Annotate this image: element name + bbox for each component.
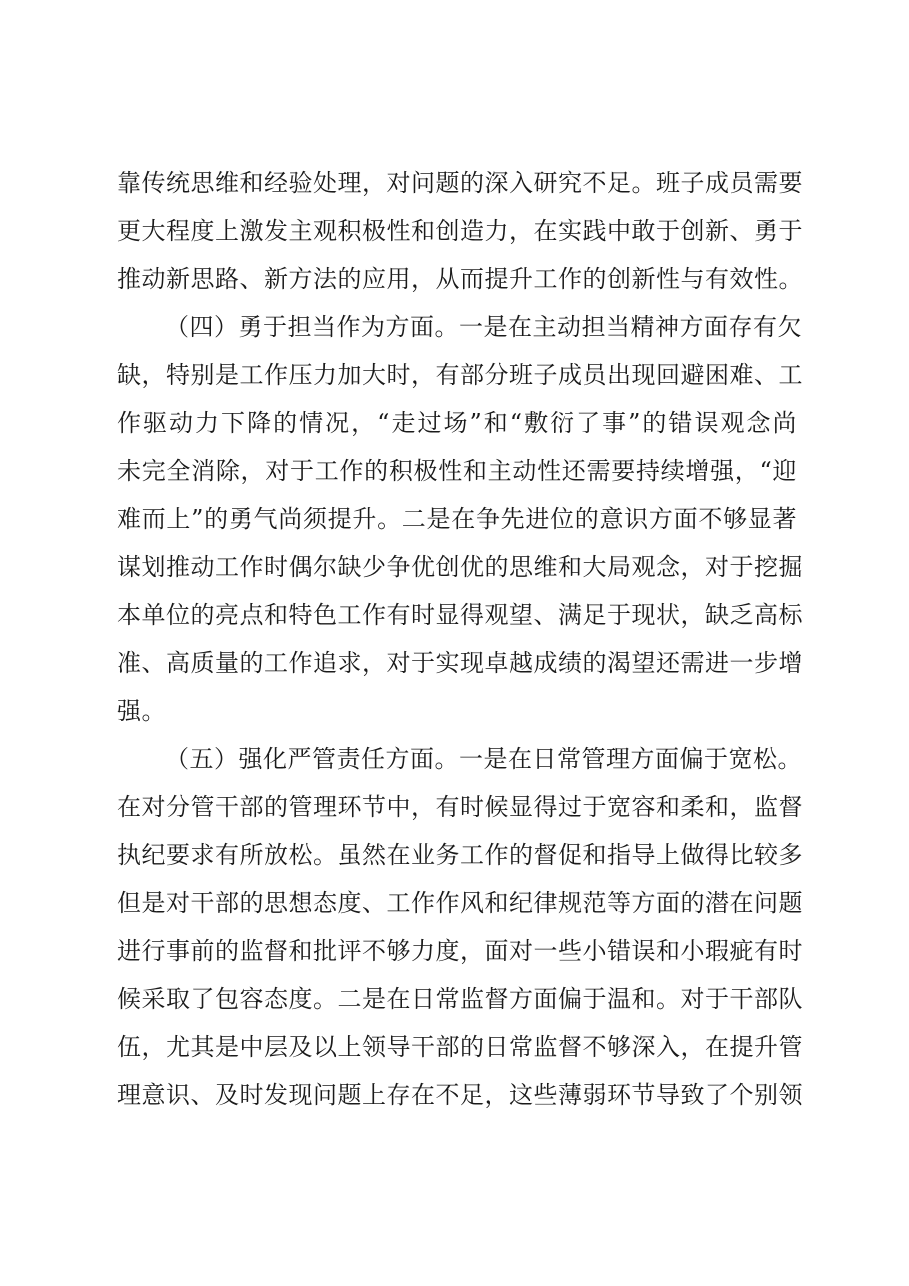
text-line: 伍，尤其是中层及以上领导干部的日常监督不够深入，在提升管	[117, 1033, 803, 1061]
text-line: 难而上”的勇气尚须提升。二是在争先进位的意识方面不够显著	[117, 505, 797, 533]
text-line: 本单位的亮点和特色工作有时显得观望、满足于现状，缺乏高标	[117, 601, 803, 629]
text-line: 在对分管干部的管理环节中，有时候显得过于宽容和柔和，监督	[117, 793, 803, 821]
section-heading-line: （五）强化严管责任方面。一是在日常管理方面偏于宽松。	[165, 745, 802, 773]
text-line: 但是对干部的思想态度、工作作风和纪律规范等方面的潜在问题	[117, 889, 803, 917]
text-line: 缺，特别是工作压力加大时，有部分班子成员出现回避困难、工	[117, 361, 803, 389]
text-line: 准、高质量的工作追求，对于实现卓越成绩的渴望还需进一步增	[117, 649, 803, 677]
text-line: 更大程度上激发主观积极性和创造力，在实践中敢于创新、勇于	[117, 217, 803, 245]
text-line: 理意识、及时发现问题上存在不足，这些薄弱环节导致了个别领	[117, 1081, 803, 1109]
text-line: 推动新思路、新方法的应用，从而提升工作的创新性与有效性。	[117, 265, 803, 293]
text-line: 强。	[117, 697, 166, 725]
text-line: 未完全消除，对于工作的积极性和主动性还需要持续增强，“迎	[117, 457, 797, 485]
text-line: 执纪要求有所放松。虽然在业务工作的督促和指导上做得比较多	[117, 841, 803, 869]
text-line: 靠传统思维和经验处理，对问题的深入研究不足。班子成员需要	[117, 169, 803, 197]
section-heading-line: （四）勇于担当作为方面。一是在主动担当精神方面存有欠	[165, 313, 802, 341]
text-line: 作驱动力下降的情况，“走过场”和“敷衍了事”的错误观念尚	[117, 409, 797, 437]
text-line: 进行事前的监督和批评不够力度，面对一些小错误和小瑕疵有时	[117, 937, 803, 965]
text-line: 谋划推动工作时偶尔缺少争优创优的思维和大局观念，对于挖掘	[117, 553, 803, 581]
text-line: 候采取了包容态度。二是在日常监督方面偏于温和。对于干部队	[117, 985, 803, 1013]
